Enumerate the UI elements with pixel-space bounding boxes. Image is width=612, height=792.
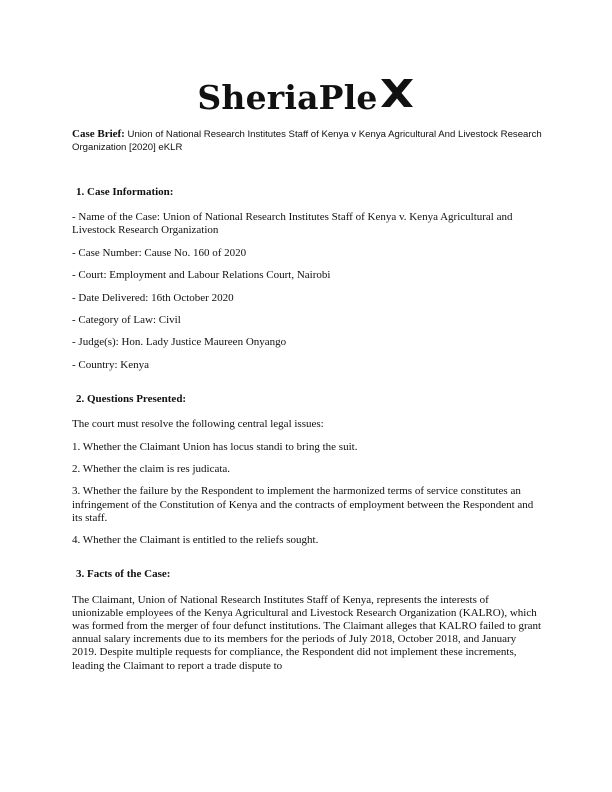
case-info-item: - Date Delivered: 16th October 2020 bbox=[72, 291, 234, 304]
questions-presented-section bbox=[72, 393, 542, 547]
section-heading: 1. Case Information: bbox=[76, 186, 174, 198]
section-heading: 2. Questions Presented: bbox=[76, 392, 187, 405]
document-body bbox=[72, 186, 542, 682]
case-info-item: - Case Number: Cause No. 160 of 2020 bbox=[72, 246, 247, 259]
section-heading: 3. Facts of the Case: bbox=[76, 568, 171, 581]
case-information-section bbox=[72, 186, 542, 372]
case-brief-title: Union of National Research Institutes Staff of Kenya v Kenya Agricultural And Livestock Research Organization [2020] eKLR bbox=[72, 129, 542, 153]
sheriaplex-logo bbox=[0, 78, 612, 117]
case-info-item: - Judge(s): Hon. Lady Justice Maureen Onyango bbox=[72, 336, 287, 349]
case-brief bbox=[72, 128, 542, 155]
logo-x-mark-icon bbox=[379, 76, 415, 115]
case-info-item: - Name of the Case: Union of National Research Institutes Staff of Kenya v. Kenya Agricultural and Livestock Research Organization bbox=[72, 211, 513, 237]
question-item: 4. Whether the Claimant is entitled to the reliefs sought. bbox=[72, 534, 319, 547]
question-item: 2. Whether the claim is res judicata. bbox=[72, 462, 231, 475]
logo-wordmark: SheriaPle bbox=[197, 78, 378, 117]
facts-paragraph: The Claimant, Union of National Research Institutes Staff of Kenya, represents the interests of unionizable employees of the Kenya Agricultural and Livestock Research Organization (KALRO), which was formed from the merger of four defunct institutions. The Claimant alleges that KALRO failed to grant annual salary increments due to its members for the periods of July 2018, October 2018, and January 2019. Despite multiple requests for compliance, the Respondent did not implement these increments, leading the Claimant to report a trade dispute to bbox=[72, 593, 542, 672]
case-info-item: - Country: Kenya bbox=[72, 358, 149, 371]
case-info-item: - Category of Law: Civil bbox=[72, 313, 181, 326]
case-brief-label: Case Brief: bbox=[72, 128, 125, 140]
question-item: 1. Whether the Claimant Union has locus standi to bring the suit. bbox=[72, 440, 358, 453]
section-intro: The court must resolve the following central legal issues: bbox=[72, 418, 324, 431]
facts-section bbox=[72, 568, 542, 672]
question-item: 3. Whether the failure by the Respondent to implement the harmonized terms of service constitutes an infringement of the Constitution of Kenya and the contracts of employment between the Respondent and its staff. bbox=[72, 485, 534, 524]
case-info-item: - Court: Employment and Labour Relations Court, Nairobi bbox=[72, 269, 331, 282]
